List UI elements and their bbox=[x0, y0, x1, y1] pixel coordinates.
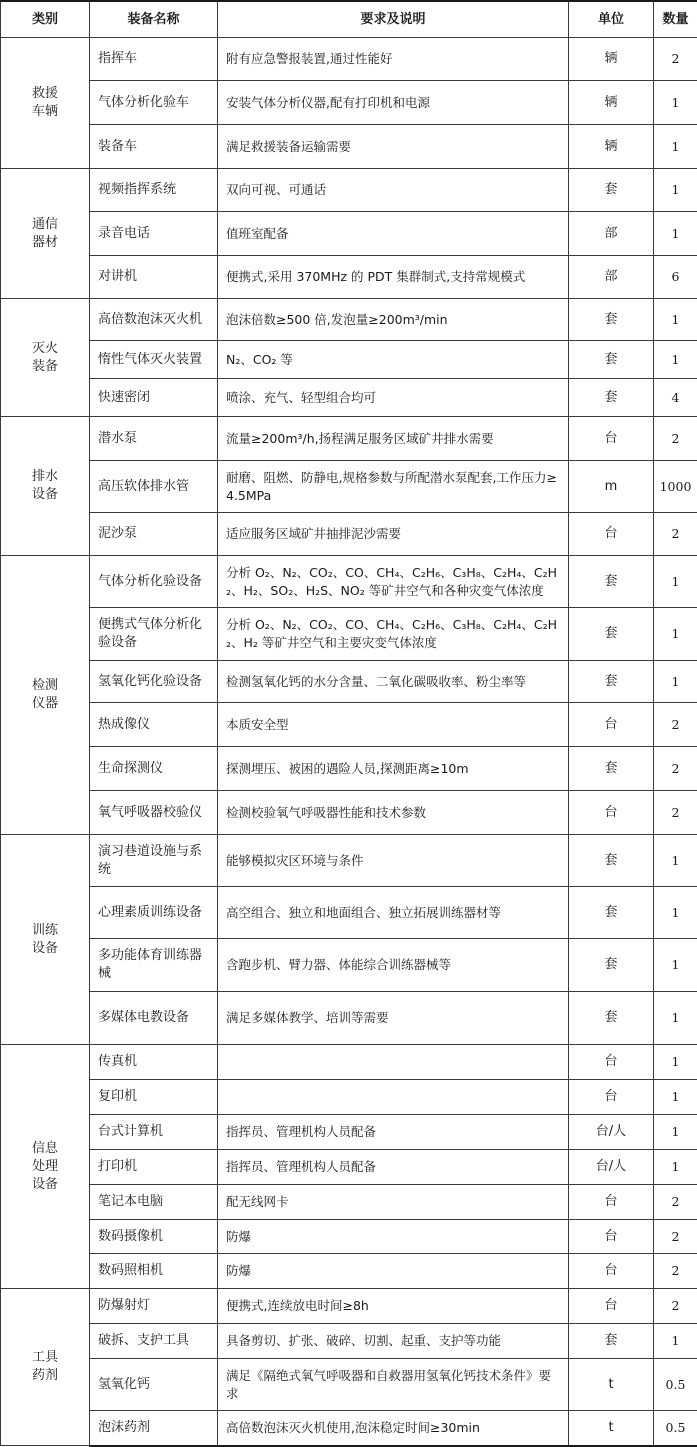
unit-cell: 辆 bbox=[569, 81, 654, 125]
unit-cell: 台/人 bbox=[569, 1115, 654, 1150]
table-row bbox=[1, 38, 697, 81]
table-row bbox=[1, 1411, 697, 1446]
description-cell: 双向可视、可通话 bbox=[218, 169, 569, 212]
description-cell: 喷涂、充气、轻型组合均可 bbox=[218, 379, 569, 417]
unit-cell: 套 bbox=[569, 835, 654, 887]
quantity-cell: 0.5 bbox=[654, 1359, 697, 1411]
quantity-cell: 1 bbox=[654, 299, 697, 341]
description-cell: 高空组合、独立和地面组合、独立拓展训练器材等 bbox=[218, 887, 569, 939]
quantity-cell: 6 bbox=[654, 256, 697, 299]
table-row bbox=[1, 256, 697, 299]
quantity-cell: 1 bbox=[654, 992, 697, 1045]
header-name: 装备名称 bbox=[90, 1, 218, 38]
quantity-cell: 1 bbox=[654, 212, 697, 256]
unit-cell: 套 bbox=[569, 887, 654, 939]
description-cell bbox=[218, 1045, 569, 1080]
quantity-cell: 2 bbox=[654, 747, 697, 791]
description-cell: 指挥员、管理机构人员配备 bbox=[218, 1150, 569, 1185]
table-row bbox=[1, 341, 697, 379]
name-cell: 气体分析化验设备 bbox=[90, 556, 218, 608]
unit-cell: 台/人 bbox=[569, 1150, 654, 1185]
quantity-cell: 1 bbox=[654, 661, 697, 703]
description-cell: 检测氢氧化钙的水分含量、二氧化碳吸收率、粉尘率等 bbox=[218, 661, 569, 703]
unit-cell: 套 bbox=[569, 992, 654, 1045]
category-cell: 信息处理设备 bbox=[1, 1045, 90, 1289]
quantity-cell: 1 bbox=[654, 125, 697, 169]
name-cell: 泥沙泵 bbox=[90, 513, 218, 556]
unit-cell: 台 bbox=[569, 1080, 654, 1115]
description-cell: 满足《隔绝式氧气呼吸器和自救器用氢氧化钙技术条件》要求 bbox=[218, 1359, 569, 1411]
unit-cell: t bbox=[569, 1411, 654, 1446]
quantity-cell: 1 bbox=[654, 939, 697, 992]
quantity-cell: 2 bbox=[654, 703, 697, 747]
unit-cell: 台 bbox=[569, 1185, 654, 1220]
unit-cell: 套 bbox=[569, 939, 654, 992]
unit-cell: 套 bbox=[569, 608, 654, 661]
unit-cell: 台 bbox=[569, 791, 654, 835]
table-row bbox=[1, 661, 697, 703]
quantity-cell: 1 bbox=[654, 1080, 697, 1115]
table-row bbox=[1, 1254, 697, 1289]
unit-cell: 套 bbox=[569, 299, 654, 341]
category-cell: 排水设备 bbox=[1, 417, 90, 556]
quantity-cell: 2 bbox=[654, 1220, 697, 1254]
table-row bbox=[1, 1289, 697, 1324]
quantity-cell: 1 bbox=[654, 1115, 697, 1150]
quantity-cell: 1 bbox=[654, 608, 697, 661]
unit-cell: 台 bbox=[569, 1254, 654, 1289]
quantity-cell: 1000 bbox=[654, 461, 697, 513]
quantity-cell: 0.5 bbox=[654, 1411, 697, 1446]
name-cell: 多功能体育训练器械 bbox=[90, 939, 218, 992]
quantity-cell: 2 bbox=[654, 417, 697, 461]
name-cell: 数码摄像机 bbox=[90, 1220, 218, 1254]
unit-cell: 台 bbox=[569, 417, 654, 461]
quantity-cell: 1 bbox=[654, 1150, 697, 1185]
table-row bbox=[1, 1185, 697, 1220]
table-row bbox=[1, 125, 697, 169]
name-cell: 视频指挥系统 bbox=[90, 169, 218, 212]
quantity-cell: 2 bbox=[654, 1289, 697, 1324]
description-cell: 流量≥200m³/h,扬程满足服务区域矿井排水需要 bbox=[218, 417, 569, 461]
table-row bbox=[1, 887, 697, 939]
name-cell: 数码照相机 bbox=[90, 1254, 218, 1289]
quantity-cell: 1 bbox=[654, 887, 697, 939]
quantity-cell: 4 bbox=[654, 379, 697, 417]
name-cell: 高倍数泡沫灭火机 bbox=[90, 299, 218, 341]
table-row bbox=[1, 1359, 697, 1411]
category-cell: 工具药剂 bbox=[1, 1289, 90, 1446]
description-cell: 分析 O₂、N₂、CO₂、CO、CH₄、C₂H₆、C₃H₈、C₂H₄、C₂H₂、H₂、SO₂、H₂S、NO₂ 等矿井空气和各种灾变气体浓度 bbox=[218, 556, 569, 608]
unit-cell: 套 bbox=[569, 341, 654, 379]
table-row bbox=[1, 703, 697, 747]
header-unit: 单位 bbox=[569, 1, 654, 38]
name-cell: 指挥车 bbox=[90, 38, 218, 81]
description-cell: 满足多媒体教学、培训等需要 bbox=[218, 992, 569, 1045]
name-cell: 氧气呼吸器校验仪 bbox=[90, 791, 218, 835]
name-cell: 防爆射灯 bbox=[90, 1289, 218, 1324]
category-cell: 救援车辆 bbox=[1, 38, 90, 169]
description-cell: 本质安全型 bbox=[218, 703, 569, 747]
header-description: 要求及说明 bbox=[218, 1, 569, 38]
name-cell: 快速密闭 bbox=[90, 379, 218, 417]
name-cell: 复印机 bbox=[90, 1080, 218, 1115]
table-row bbox=[1, 417, 697, 461]
header-category: 类别 bbox=[1, 1, 90, 38]
name-cell: 对讲机 bbox=[90, 256, 218, 299]
table-row bbox=[1, 379, 697, 417]
name-cell: 潜水泵 bbox=[90, 417, 218, 461]
table-row bbox=[1, 939, 697, 992]
quantity-cell: 1 bbox=[654, 81, 697, 125]
name-cell: 热成像仪 bbox=[90, 703, 218, 747]
unit-cell: m bbox=[569, 461, 654, 513]
description-cell: 适应服务区域矿井抽排泥沙需要 bbox=[218, 513, 569, 556]
unit-cell: 部 bbox=[569, 212, 654, 256]
unit-cell: 台 bbox=[569, 1289, 654, 1324]
name-cell: 惰性气体灭火装置 bbox=[90, 341, 218, 379]
description-cell: 含跑步机、臂力器、体能综合训练器械等 bbox=[218, 939, 569, 992]
name-cell: 破拆、支护工具 bbox=[90, 1324, 218, 1359]
description-cell: N₂、CO₂ 等 bbox=[218, 341, 569, 379]
table-row bbox=[1, 1080, 697, 1115]
table-row bbox=[1, 513, 697, 556]
quantity-cell: 1 bbox=[654, 1045, 697, 1080]
unit-cell: 套 bbox=[569, 747, 654, 791]
description-cell: 附有应急警报装置,通过性能好 bbox=[218, 38, 569, 81]
table-row bbox=[1, 299, 697, 341]
table-row bbox=[1, 81, 697, 125]
description-cell: 探测埋压、被困的遇险人员,探测距离≥10m bbox=[218, 747, 569, 791]
name-cell: 氢氧化钙 bbox=[90, 1359, 218, 1411]
category-cell: 通信器材 bbox=[1, 169, 90, 299]
description-cell bbox=[218, 1080, 569, 1115]
description-cell: 防爆 bbox=[218, 1220, 569, 1254]
name-cell: 笔记本电脑 bbox=[90, 1185, 218, 1220]
description-cell: 配无线网卡 bbox=[218, 1185, 569, 1220]
quantity-cell: 1 bbox=[654, 556, 697, 608]
description-cell: 能够模拟灾区环境与条件 bbox=[218, 835, 569, 887]
name-cell: 生命探测仪 bbox=[90, 747, 218, 791]
description-cell: 满足救援装备运输需要 bbox=[218, 125, 569, 169]
quantity-cell: 2 bbox=[654, 513, 697, 556]
unit-cell: 辆 bbox=[569, 125, 654, 169]
header-row bbox=[1, 1, 697, 38]
name-cell: 便携式气体分析化验设备 bbox=[90, 608, 218, 661]
unit-cell: 部 bbox=[569, 256, 654, 299]
table-body bbox=[1, 38, 697, 1446]
unit-cell: 辆 bbox=[569, 38, 654, 81]
quantity-cell: 2 bbox=[654, 791, 697, 835]
quantity-cell: 1 bbox=[654, 1324, 697, 1359]
unit-cell: 套 bbox=[569, 169, 654, 212]
table-row bbox=[1, 835, 697, 887]
table-row bbox=[1, 1220, 697, 1254]
name-cell: 泡沫药剂 bbox=[90, 1411, 218, 1446]
description-cell: 防爆 bbox=[218, 1254, 569, 1289]
name-cell: 台式计算机 bbox=[90, 1115, 218, 1150]
description-cell: 具备剪切、扩张、破碎、切割、起重、支护等功能 bbox=[218, 1324, 569, 1359]
name-cell: 传真机 bbox=[90, 1045, 218, 1080]
table-row bbox=[1, 169, 697, 212]
unit-cell: 台 bbox=[569, 1220, 654, 1254]
description-cell: 高倍数泡沫灭火机使用,泡沫稳定时间≥30min bbox=[218, 1411, 569, 1446]
table-row bbox=[1, 747, 697, 791]
category-cell: 训练设备 bbox=[1, 835, 90, 1045]
table-row bbox=[1, 212, 697, 256]
description-cell: 便携式,采用 370MHz 的 PDT 集群制式,支持常规模式 bbox=[218, 256, 569, 299]
table-row bbox=[1, 1324, 697, 1359]
unit-cell: 台 bbox=[569, 513, 654, 556]
quantity-cell: 2 bbox=[654, 38, 697, 81]
table-row bbox=[1, 1150, 697, 1185]
unit-cell: 套 bbox=[569, 556, 654, 608]
unit-cell: 台 bbox=[569, 703, 654, 747]
category-cell: 检测仪器 bbox=[1, 556, 90, 835]
name-cell: 高压软体排水管 bbox=[90, 461, 218, 513]
quantity-cell: 2 bbox=[654, 1185, 697, 1220]
name-cell: 气体分析化验车 bbox=[90, 81, 218, 125]
description-cell: 检测校验氧气呼吸器性能和技术参数 bbox=[218, 791, 569, 835]
description-cell: 分析 O₂、N₂、CO₂、CO、CH₄、C₂H₆、C₃H₈、C₂H₄、C₂H₂、H₂ 等矿井空气和主要灾变气体浓度 bbox=[218, 608, 569, 661]
quantity-cell: 2 bbox=[654, 1254, 697, 1289]
unit-cell: 台 bbox=[569, 1045, 654, 1080]
quantity-cell: 1 bbox=[654, 169, 697, 212]
category-cell: 灭火装备 bbox=[1, 299, 90, 417]
name-cell: 录音电话 bbox=[90, 212, 218, 256]
name-cell: 多媒体电教设备 bbox=[90, 992, 218, 1045]
table-row bbox=[1, 608, 697, 661]
quantity-cell: 1 bbox=[654, 835, 697, 887]
name-cell: 氢氧化钙化验设备 bbox=[90, 661, 218, 703]
table-row bbox=[1, 1045, 697, 1080]
description-cell: 指挥员、管理机构人员配备 bbox=[218, 1115, 569, 1150]
unit-cell: t bbox=[569, 1359, 654, 1411]
unit-cell: 套 bbox=[569, 1324, 654, 1359]
quantity-cell: 1 bbox=[654, 341, 697, 379]
description-cell: 值班室配备 bbox=[218, 212, 569, 256]
table-row bbox=[1, 1115, 697, 1150]
header-quantity: 数量 bbox=[654, 1, 697, 38]
description-cell: 便携式,连续放电时间≥8h bbox=[218, 1289, 569, 1324]
table-row bbox=[1, 556, 697, 608]
table-row bbox=[1, 791, 697, 835]
name-cell: 装备车 bbox=[90, 125, 218, 169]
unit-cell: 套 bbox=[569, 379, 654, 417]
table-row bbox=[1, 461, 697, 513]
name-cell: 心理素质训练设备 bbox=[90, 887, 218, 939]
name-cell: 演习巷道设施与系统 bbox=[90, 835, 218, 887]
unit-cell: 套 bbox=[569, 661, 654, 703]
description-cell: 耐磨、阻燃、防静电,规格参数与所配潜水泵配套,工作压力≥4.5MPa bbox=[218, 461, 569, 513]
table-row bbox=[1, 992, 697, 1045]
description-cell: 安装气体分析仪器,配有打印机和电源 bbox=[218, 81, 569, 125]
description-cell: 泡沫倍数≥500 倍,发泡量≥200m³/min bbox=[218, 299, 569, 341]
name-cell: 打印机 bbox=[90, 1150, 218, 1185]
